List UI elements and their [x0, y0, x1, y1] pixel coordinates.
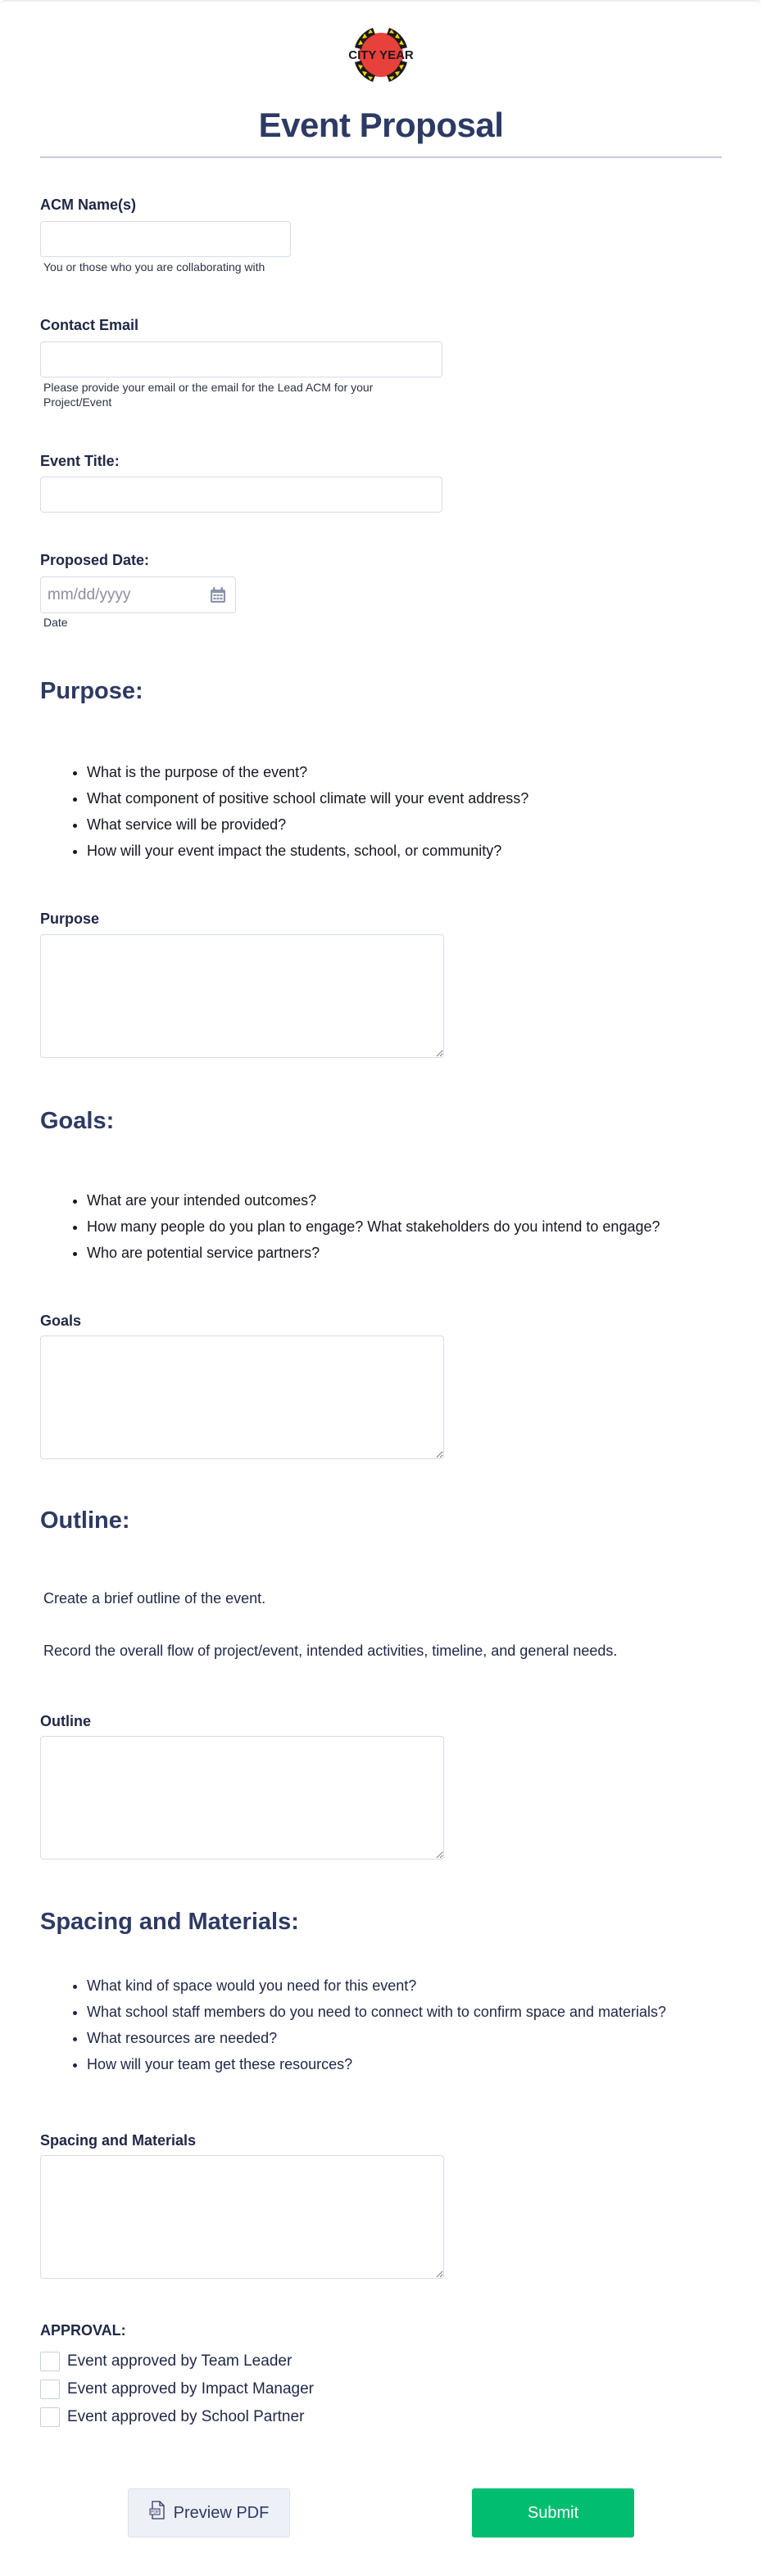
- approval-option-impact-manager[interactable]: [40, 2379, 314, 2399]
- list-item: • What kind of space would you need for this event?: [87, 1973, 679, 1999]
- list-item: • How will your team get these resources?: [87, 2051, 679, 2077]
- spacing-bullets: [40, 1973, 679, 2077]
- page-title: Event Proposal: [258, 106, 504, 144]
- list-item: • How many people do you plan to engage? What stakeholders do you intend to engage?: [87, 1213, 761, 1240]
- purpose-heading: Purpose:: [40, 678, 143, 704]
- preview-pdf-label: Preview PDF: [173, 2503, 270, 2522]
- checkbox[interactable]: [40, 2379, 60, 2399]
- outline-heading: Outline:: [40, 1507, 130, 1534]
- svg-text:PDF: PDF: [150, 2510, 159, 2515]
- list-item: • What is the purpose of the event?: [87, 759, 745, 785]
- event-title-input[interactable]: [40, 477, 442, 513]
- outline-paragraph: Record the overall flow of project/event, intended activities, timeline, and general needs.: [43, 1643, 618, 1659]
- date-placeholder: mm/dd/yyyy: [48, 585, 131, 603]
- outline-textarea[interactable]: [40, 1736, 444, 1860]
- title-divider: [40, 156, 722, 158]
- goals-textarea[interactable]: [40, 1335, 444, 1459]
- proposed-date-sublabel: Date: [43, 616, 68, 629]
- spacing-label: Spacing and Materials: [40, 2132, 197, 2149]
- purpose-bullets: [40, 759, 745, 864]
- list-item: • What component of positive school climate will your event address?: [87, 785, 745, 811]
- preview-pdf-button[interactable]: [128, 2488, 290, 2538]
- purpose-textarea[interactable]: [40, 934, 444, 1058]
- approval-option-team-leader[interactable]: [40, 2352, 292, 2371]
- submit-button[interactable]: [472, 2488, 634, 2538]
- list-item: • What are your intended outcomes?: [87, 1187, 761, 1213]
- acm-name-label: ACM Name(s): [40, 197, 137, 213]
- checkbox[interactable]: [40, 2352, 60, 2371]
- list-item: • Who are potential service partners?: [87, 1240, 761, 1266]
- checkbox-label: Event approved by Impact Manager: [67, 2380, 315, 2397]
- goals-bullets: [40, 1187, 761, 1266]
- spacing-textarea[interactable]: [40, 2155, 444, 2279]
- proposed-date-input[interactable]: [40, 576, 236, 613]
- contact-email-label: Contact Email: [40, 317, 139, 333]
- contact-email-sublabel: Please provide your email or the email for the Lead ACM for your Project/Event: [43, 381, 374, 409]
- svg-text:CITY YEAR: CITY YEAR: [348, 48, 414, 62]
- calendar-icon[interactable]: [209, 586, 227, 604]
- spacing-heading: Spacing and Materials:: [40, 1909, 299, 1935]
- checkbox-label: Event approved by School Partner: [67, 2408, 305, 2425]
- outline-paragraph: Create a brief outline of the event.: [43, 1590, 266, 1607]
- list-item: • What service will be provided?: [87, 811, 745, 838]
- goals-heading: Goals:: [40, 1108, 115, 1134]
- approval-option-school-partner[interactable]: [40, 2407, 304, 2427]
- checkbox-label: Event approved by Team Leader: [67, 2352, 293, 2370]
- approval-label: APPROVAL:: [40, 2322, 126, 2339]
- list-item: • What school staff members do you need to connect with to confirm space and materials?: [87, 1999, 679, 2025]
- event-title-label: Event Title:: [40, 453, 120, 469]
- city-year-logo: [338, 20, 424, 90]
- submit-label: Submit: [527, 2503, 579, 2522]
- acm-name-input[interactable]: [40, 221, 291, 257]
- list-item: • How will your event impact the students, school, or community?: [87, 838, 745, 864]
- goals-label: Goals: [40, 1313, 82, 1329]
- pdf-file-icon: [149, 2501, 166, 2525]
- contact-email-input[interactable]: [40, 341, 442, 377]
- outline-label: Outline: [40, 1713, 91, 1729]
- proposed-date-label: Proposed Date:: [40, 552, 150, 568]
- checkbox[interactable]: [40, 2407, 60, 2427]
- acm-name-sublabel: You or those who you are collaborating with: [43, 260, 265, 273]
- purpose-label: Purpose: [40, 911, 100, 927]
- list-item: • What resources are needed?: [87, 2025, 679, 2051]
